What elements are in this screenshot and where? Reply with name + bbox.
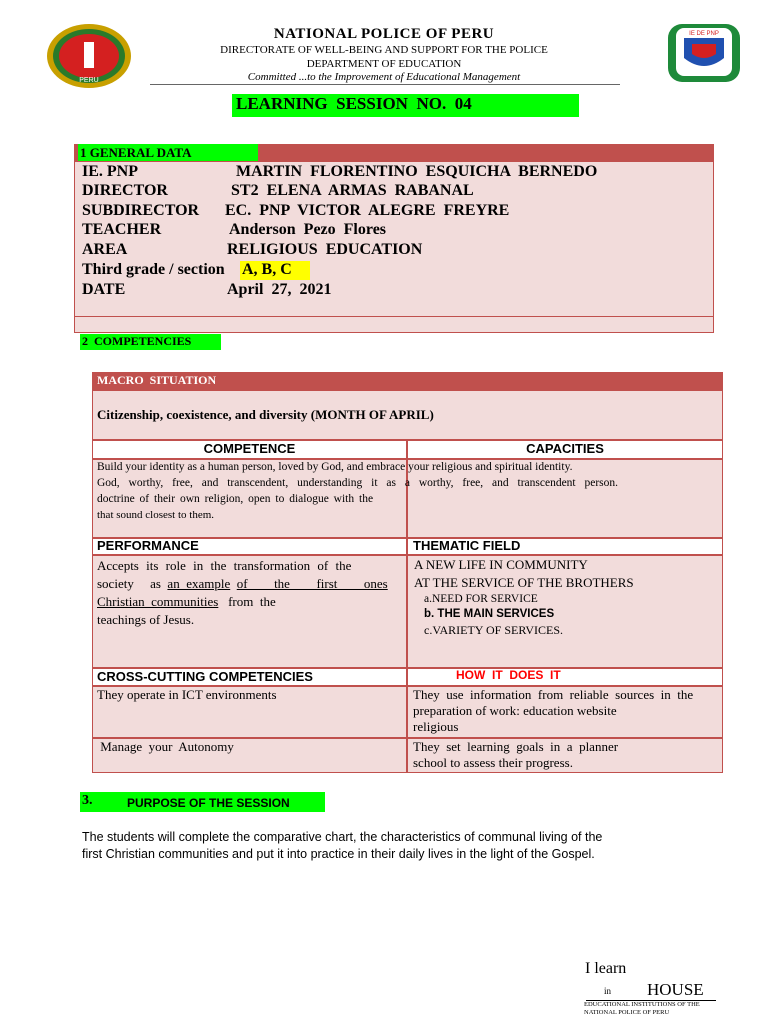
footer-house: HOUSE [647,980,704,999]
value-ie: MARTIN FLORENTINO ESQUICHA BERNEDO [236,163,598,180]
performance-header: PERFORMANCE [97,538,199,553]
macro-text: Citizenship, coexistence, and diversity (MONTH OF APRIL) [97,407,434,422]
footer-i-learn: I learn [585,960,627,977]
label-grade: Third grade / section [82,261,225,278]
label-area: AREA [82,241,128,258]
cross-item-ict: They operate in ICT environments [97,687,277,702]
footer-in: in [604,986,612,996]
cross-cutting-header: CROSS-CUTTING COMPETENCIES [97,669,313,684]
label-teacher: TEACHER [82,221,162,238]
label-director: DIRECTOR [82,182,168,199]
value-date: April 27, 2021 [227,281,332,298]
capacities-header: CAPACITIES [526,441,604,456]
how-item-ict: They use information from reliable sources in the preparation of work: education website religious [413,687,694,734]
label-subdirector: SUBDIRECTOR [82,202,200,219]
how-item-autonomy: They set learning goals in a planner school to assess their progress. [413,739,619,770]
crest-text: PERU [79,77,99,84]
label-ie: IE. PNP [82,163,138,180]
motto: Committed ...to the Improvement of Educational Management [247,71,521,83]
value-subdirector: EC. PNP VICTOR ALEGRE FREYRE [225,202,510,219]
purpose-text: The students will complete the comparative chart, the characteristics of communal living of the first Christian communities and put it into practice in their daily lives in the light of the Gospel. [82,830,603,861]
performance-text: Accepts its role in the transformation of the society as an example of the first ones Christian communities from the teachings of Jesus. [97,558,388,627]
purpose-heading: PURPOSE OF THE SESSION [127,796,290,810]
footer-institution: EDUCATIONAL INSTITUTIONS OF THE NATIONAL POLICE OF PERU [584,1001,700,1016]
thematic-text: A NEW LIFE IN COMMUNITY AT THE SERVICE OF THE BROTHERS a.NEED FOR SERVICE b. THE MAIN SERVICES c.VARIETY OF SERVICES. [414,557,634,637]
label-date: DATE [82,281,126,298]
purpose-number: 3. [82,793,93,808]
value-grade: A, B, C [242,261,292,278]
department-name: DEPARTMENT OF EDUCATION [306,58,462,70]
directorate-name: DIRECTORATE OF WELL-BEING AND SUPPORT FOR THE POLICE [220,44,548,56]
competence-header: COMPETENCE [203,441,296,456]
value-area: RELIGIOUS EDUCATION [227,241,423,258]
competencies-heading: 2 COMPETENCIES [82,334,192,348]
general-data-heading: 1 GENERAL DATA [80,145,192,160]
how-header: HOW IT DOES IT [456,668,561,682]
thematic-header: THEMATIC FIELD [413,538,521,553]
page-title: LEARNING SESSION NO. 04 [236,94,472,113]
badge-text: IE DE PNP [689,31,719,37]
competence-text: Build your identity as a human person, loved by God, and embrace your religious and spiritual identity. God, worthy, free, and transcendent, understanding it as a worthy, free, and transcendent person. doctrine of their own religion, open to dialogue with the that sound closest to them. [97,461,619,521]
cross-item-autonomy: Manage your Autonomy [97,739,234,754]
value-teacher: Anderson Pezo Flores [229,221,387,238]
macro-label: MACRO SITUATION [97,373,217,387]
org-name: NATIONAL POLICE OF PERU [273,26,495,42]
value-director: ST2 ELENA ARMAS RABANAL [231,182,474,199]
